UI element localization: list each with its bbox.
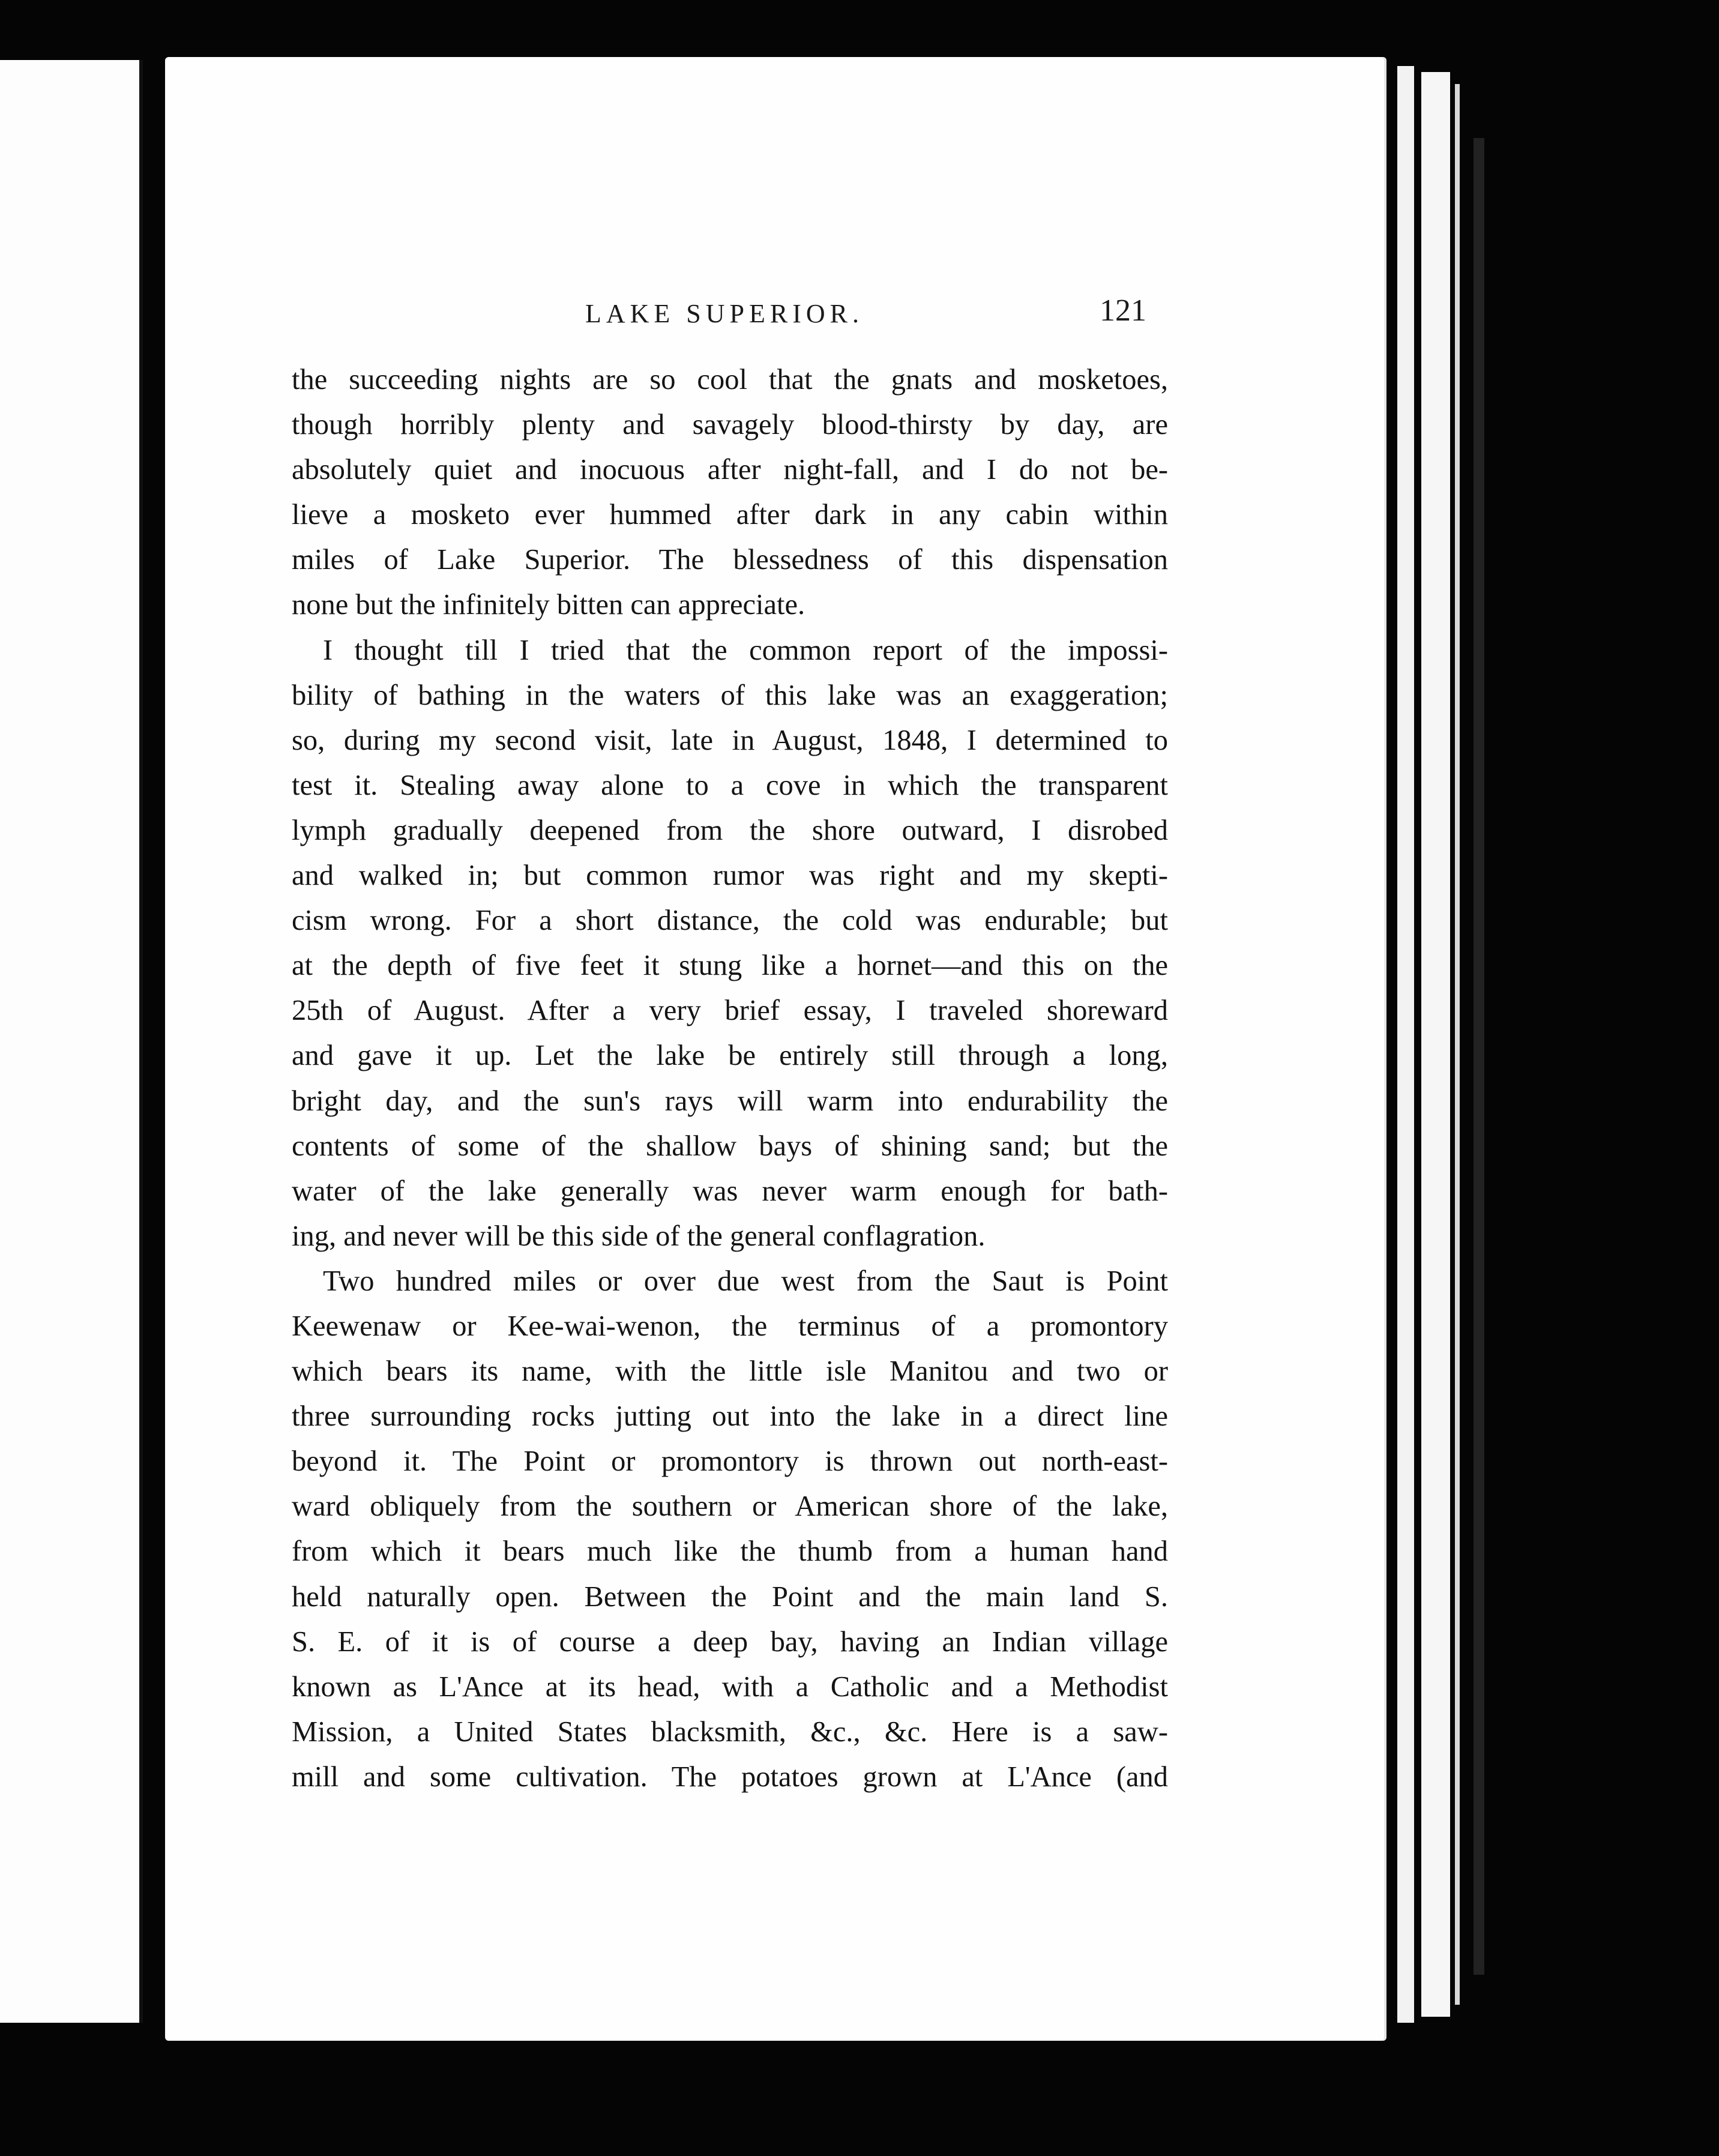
text-line: the succeeding nights are so cool that the gnats and mosketoes, — [292, 364, 1168, 396]
text-line: which bears its name, with the little isle Manitou and two or — [292, 1355, 1168, 1388]
page-edge-stack — [1397, 66, 1414, 2023]
text-line: absolutely quiet and inocuous after night-fall, and I do not be- — [292, 454, 1168, 486]
text-line: so, during my second visit, late in August, 1848, I determined to — [292, 724, 1168, 756]
text-line: water of the lake generally was never warm enough for bath- — [292, 1175, 1168, 1207]
page-edge-stack — [1455, 84, 1460, 2005]
text-line: cism wrong. For a short distance, the cold was endurable; but — [292, 905, 1168, 937]
text-line: from which it bears much like the thumb from a human hand — [292, 1535, 1168, 1568]
running-head: LAKE SUPERIOR. — [585, 299, 864, 328]
text-line: test it. Stealing away alone to a cove in which the transparent — [292, 769, 1168, 801]
text-line: at the depth of five feet it stung like a hornet—and this on the — [292, 950, 1168, 982]
text-line: none but the infinitely bitten can appreciate. — [292, 589, 805, 621]
text-line: Mission, a United States blacksmith, &c., &c. Here is a saw- — [292, 1715, 1168, 1748]
text-line: contents of some of the shallow bays of shining sand; but the — [292, 1130, 1168, 1162]
text-line: S. E. of it is of course a deep bay, having an Indian village — [292, 1625, 1168, 1658]
text-line: I thought till I tried that the common report of the impossi- — [323, 634, 1168, 666]
text-line: Keewenaw or Kee-wai-wenon, the terminus of a promontory — [292, 1310, 1168, 1342]
text-line: ward obliquely from the southern or American shore of the lake, — [292, 1490, 1168, 1523]
text-line: though horribly plenty and savagely blood-thirsty by day, are — [292, 409, 1168, 441]
text-line: beyond it. The Point or promontory is thrown out north-east- — [292, 1445, 1168, 1478]
text-line: known as L'Ance at its head, with a Catholic and a Methodist — [292, 1670, 1168, 1703]
text-line: mill and some cultivation. The potatoes grown at L'Ance (and — [292, 1760, 1168, 1793]
body-text — [292, 357, 1168, 1799]
text-line: and walked in; but common rumor was right and my skepti- — [292, 860, 1168, 892]
text-line: bility of bathing in the waters of this lake was an exaggeration; — [292, 679, 1168, 711]
page-number: 121 — [1100, 294, 1146, 328]
text-line: 25th of August. After a very brief essay, I traveled shoreward — [292, 995, 1168, 1027]
text-line: lieve a mosketo ever hummed after dark in any cabin within — [292, 499, 1168, 531]
text-line: lymph gradually deepened from the shore outward, I disrobed — [292, 814, 1168, 846]
text-line: held naturally open. Between the Point and the main land S. — [292, 1580, 1168, 1613]
text-line: bright day, and the sun's rays will warm into endurability the — [292, 1085, 1168, 1117]
text-line: ing, and never will be this side of the general conflagration. — [292, 1220, 986, 1252]
page-edge-stack — [1421, 72, 1450, 2017]
binding-strip — [1474, 138, 1484, 1975]
text-line: three surrounding rocks jutting out into the lake in a direct line — [292, 1400, 1168, 1433]
text-line: and gave it up. Let the lake be entirely still through a long, — [292, 1040, 1168, 1072]
text-line: Two hundred miles or over due west from the Saut is Point — [323, 1265, 1168, 1297]
previous-page-edge — [0, 60, 143, 2023]
text-line: miles of Lake Superior. The blessedness of this dispensation — [292, 544, 1168, 576]
